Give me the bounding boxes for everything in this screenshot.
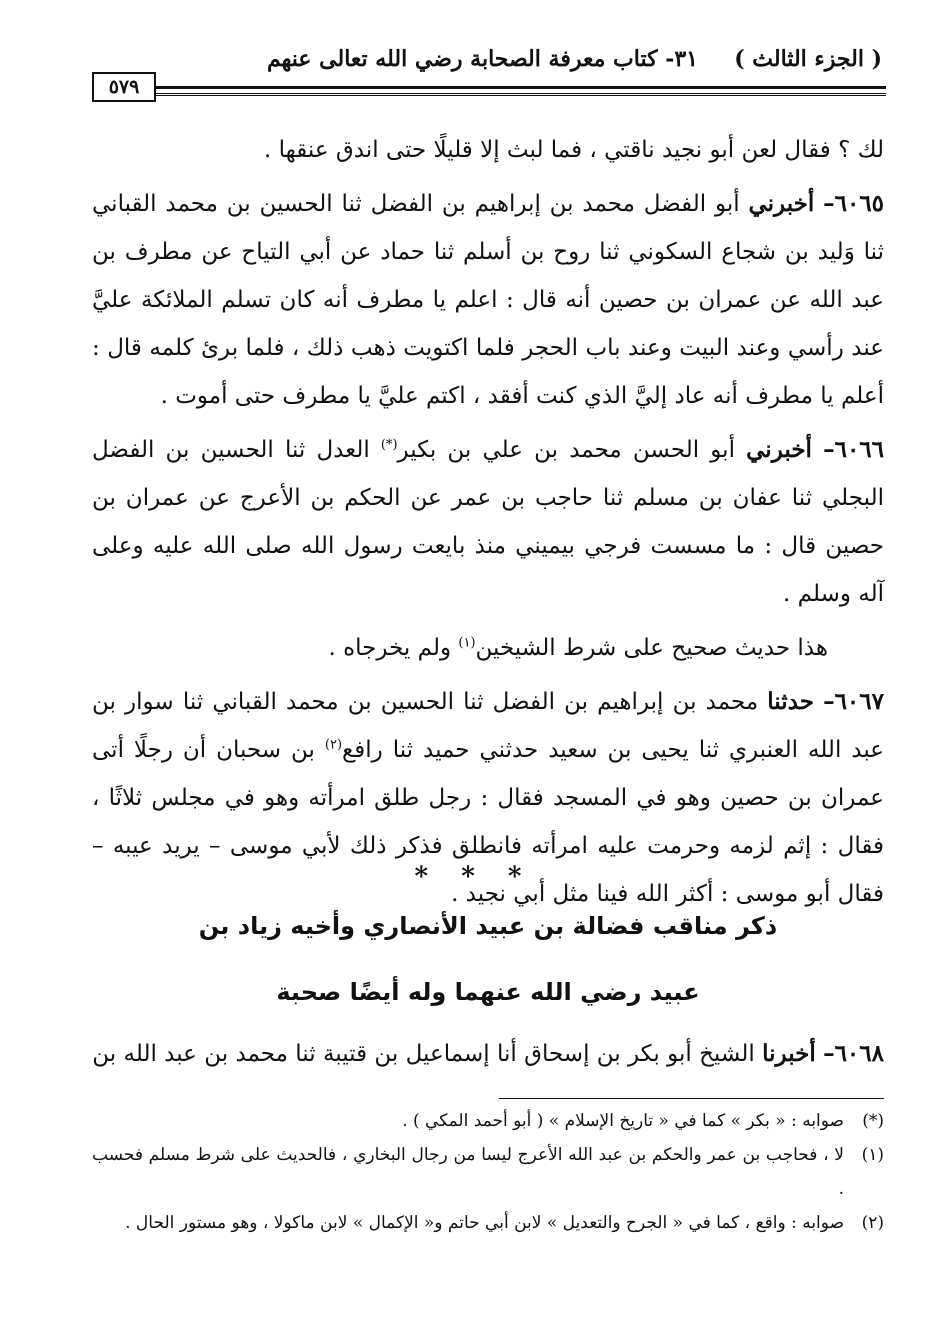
narration-keyword: أخبرنا — [762, 1040, 816, 1067]
footnotes — [92, 1104, 884, 1240]
footnote — [92, 1138, 884, 1206]
chapter-title: ٣١- كتاب معرفة الصحابة رضي الله تعالى عنهم — [266, 46, 698, 72]
footnote-ref: (١) — [458, 635, 476, 651]
hadith-text: أبو الفضل محمد بن إبراهيم بن الفضل ثنا الحسين بن محمد القباني ثنا وَليد بن شجاع السكوني ثنا روح بن أسلم ثنا حماد عن أبي التياح عن مطرف بن عبد الله عن عمران بن حصين أنه قال : اعلم يا مطرف أنه كان تسلم الملائكة عليَّ عند رأسي وعند البيت وعند باب الحجر فلما اكتويت ذهب ذلك ، فلما برئ كلمه قال : أعلم يا مطرف أنه عاد إليَّ الذي كنت أفقد ، اكتم عليَّ يا مطرف حتى أموت . — [92, 191, 884, 409]
narration-keyword: حدثنا — [767, 688, 814, 715]
footnote-ref: (٢) — [324, 737, 343, 753]
hadith-number: ٦٠٦٨– — [823, 1040, 884, 1067]
narration-keyword: أخبرني — [746, 436, 812, 463]
grading-text: ولم يخرجاه . — [328, 635, 452, 661]
footnote-text: صوابه : واقع ، كما في « الجرح والتعديل » لابن أبي حاتم و« الإكمال » لابن ماكولا ، وهو مستور الحال . — [125, 1213, 844, 1233]
grading-text: هذا حديث صحيح على شرط الشيخين — [475, 635, 828, 661]
hadith-6065 — [92, 180, 884, 420]
header-rule — [92, 86, 886, 94]
section-heading-line2: عبيد رضي الله عنهما وله أيضًا صحبة — [276, 978, 700, 1006]
section-heading-line1: ذكر مناقب فضالة بن عبيد الأنصاري وأخيه زياد بن — [198, 912, 778, 940]
page-number: ٥٧٩ — [92, 72, 156, 102]
footnote-text: لا ، فحاجب بن عمر والحكم بن عبد الله الأعرج ليسا من رجال البخاري ، فالحديث على شرط مسلم فحسب . — [92, 1145, 844, 1199]
hadith-number: ٦٠٦٥– — [823, 190, 885, 217]
footnote-mark: (٢) — [861, 1213, 884, 1233]
hadith-6066 — [92, 426, 884, 618]
footnote-mark: (١) — [861, 1145, 884, 1165]
footnote-rule — [499, 1098, 884, 1099]
footnote-mark: (*) — [862, 1111, 884, 1131]
section-separator: * * * — [414, 862, 534, 892]
footnote — [92, 1104, 884, 1138]
paragraph-continuation — [92, 126, 884, 174]
footnote-ref: (*) — [380, 437, 398, 453]
volume-label: ( الجزء الثالث ) — [734, 46, 882, 72]
hadith-text: العدل ثنا الحسين بن الفضل البجلي ثنا عفان بن مسلم ثنا حاجب بن عمر عن الحكم بن الأعرج عن عمران بن حصين قال : ما مسست فرجي بيميني منذ بايعت رسول الله صلى الله عليه وعلى آله وسلم . — [92, 437, 884, 607]
hadith-text: الشيخ أبو بكر بن إسحاق أنا إسماعيل بن قتيبة ثنا محمد بن عبد الله بن — [92, 1041, 755, 1067]
hadith-text: بن سحبان أن رجلًا أتى عمران بن حصين وهو في المسجد فقال : رجل طلق امرأته وهو في مجلس ثلاثًا ، فقال : إثم لزمه وحرمت عليه امرأته فانطلق فذكر ذلك لأبي موسى – يريد عيبه – فقال أبو موسى : أكثر الله فينا مثل أبي نجيد . — [92, 737, 884, 907]
footnote-text: صوابه : « بكر » كما في « تاريخ الإسلام » ( أبو أحمد المكي ) . — [402, 1111, 844, 1131]
header-rule-thin — [92, 95, 886, 96]
grading-note — [92, 624, 884, 672]
main-text — [92, 126, 884, 924]
hadith-6068 — [92, 1030, 884, 1078]
paragraph-text: لك ؟ فقال لعن أبو نجيد ناقتي ، فما لبث إلا قليلًا حتى اندق عنقها . — [264, 137, 884, 163]
footnote — [92, 1206, 884, 1240]
hadith-number: ٦٠٦٦– — [823, 436, 885, 463]
narration-keyword: أخبرني — [748, 190, 815, 217]
hadith-number: ٦٠٦٧– — [823, 688, 884, 715]
hadith-text: محمد بن إبراهيم بن الفضل ثنا الحسين بن محمد القباني ثنا سوار بن عبد الله العنبري ثنا يحيى بن سعيد حدثني حميد ثنا رافع — [92, 689, 885, 763]
hadith-text: أبو الحسن محمد بن علي بن بكير — [397, 437, 735, 463]
